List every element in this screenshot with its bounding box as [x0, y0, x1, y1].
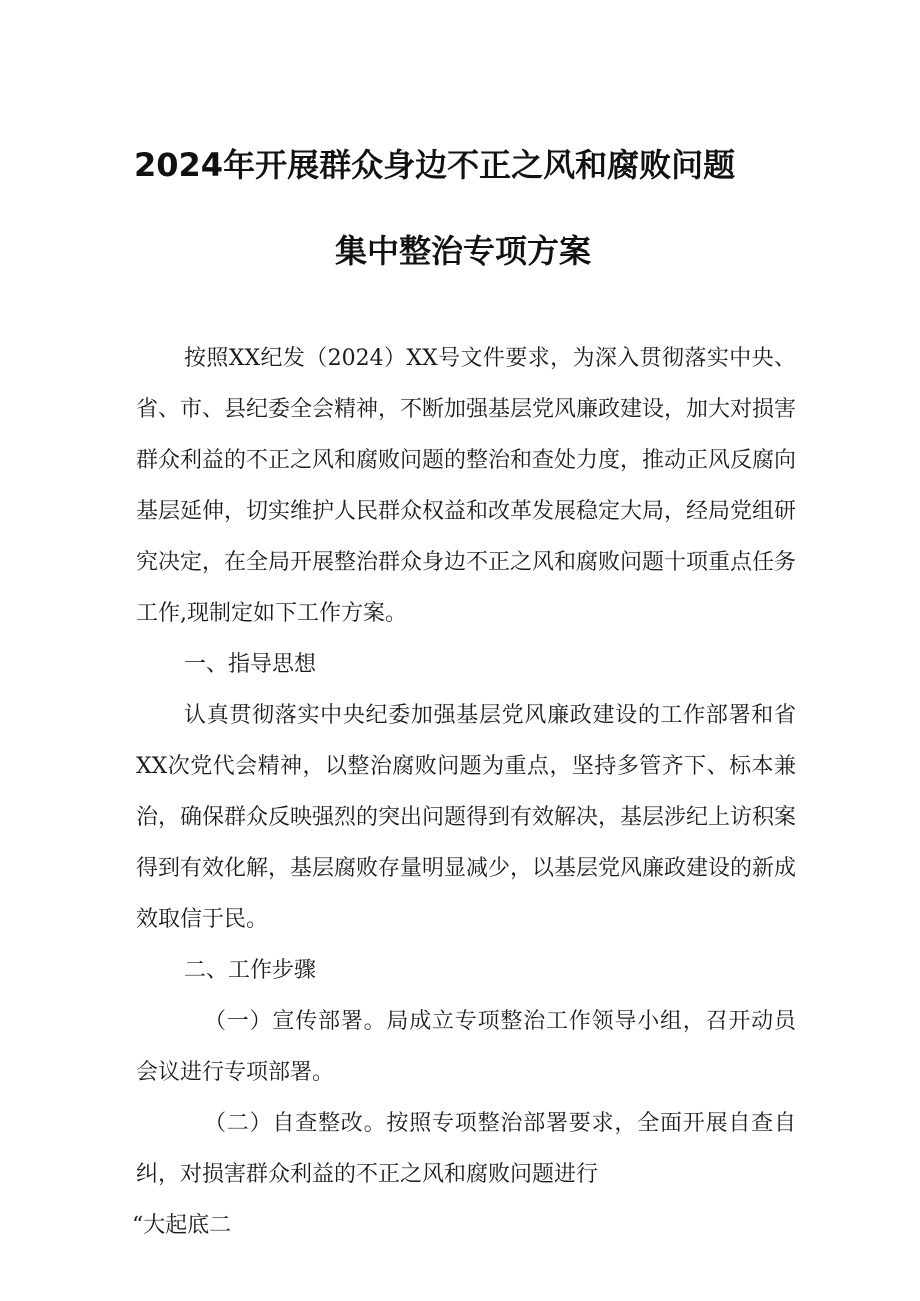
- guiding-thought-paragraph: 认真贯彻落实中央纪委加强基层党风廉政建设的工作部署和省XX次党代会精神，以整治腐败问题为重点，坚持多管齐下、标本兼治，确保群众反映强烈的突出问题得到有效解决，基层涉纪上访积案得到有效化解，基层腐败存量明显减少，以基层党风廉政建设的新成效取信于民。: [136, 703, 797, 932]
- document-title-line-1: 2024年开展群众身边不正之风和腐败问题: [134, 146, 736, 184]
- trailing-fragment: “大起底二: [132, 1213, 232, 1238]
- document-title-line-2: 集中整治专项方案: [335, 232, 592, 270]
- step-2-paragraph: （二）自查整改。按照专项整治部署要求，全面开展自查自纠，对损害群众利益的不正之风和腐败问题进行: [136, 1111, 796, 1187]
- document-body: [132, 333, 797, 1251]
- section-heading-guiding-thought: 一、指导思想: [184, 652, 317, 677]
- intro-paragraph: 按照XX纪发（2024）XX号文件要求，为深入贯彻落实中央、省、市、县纪委全会精神，不断加强基层党风廉政建设，加大对损害群众利益的不正之风和腐败问题的整治和查处力度，推动正风反腐向基层延伸，切实维护人民群众权益和改革发展稳定大局，经局党组研究决定，在全局开展整治群众身边不正之风和腐败问题十项重点任务工作,现制定如下工作方案。: [136, 346, 797, 626]
- step-1-paragraph: （一）宣传部署。局成立专项整治工作领导小组，召开动员会议进行专项部署。: [136, 1009, 796, 1085]
- section-heading-work-steps: 二、工作步骤: [184, 958, 317, 983]
